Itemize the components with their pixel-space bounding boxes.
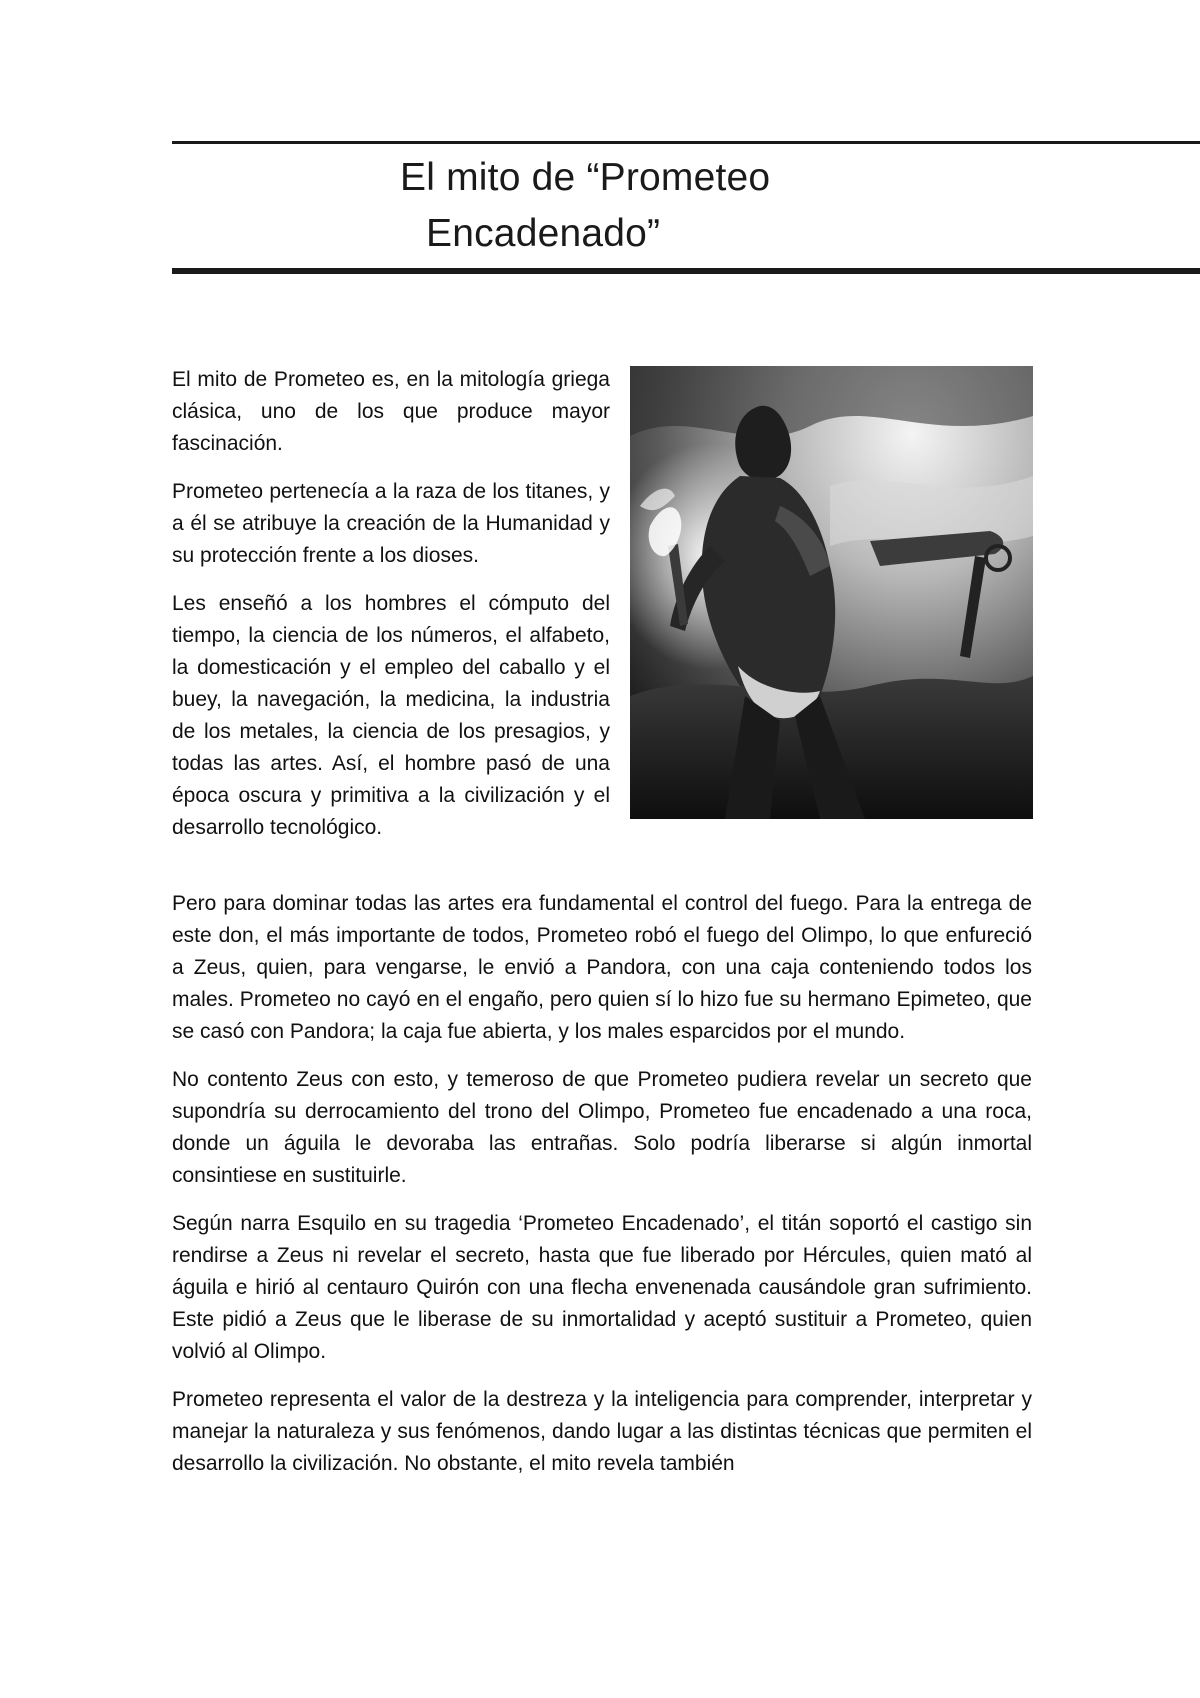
paragraph-intro: El mito de Prometeo es, en la mitología griega clásica, uno de los que produce mayor fascinación.	[172, 368, 610, 455]
paragraph-titans: Prometeo pertenecía a la raza de los titanes, y a él se atribuye la creación de la Humanidad y su protección frente a los dioses.	[172, 480, 610, 567]
intro-column	[172, 364, 610, 860]
main-body	[172, 888, 1032, 1496]
paragraph-teachings: Les enseñó a los hombres el cómputo del tiempo, la ciencia de los números, el alfabeto, la domesticación y el empleo del caballo y el buey, la navegación, la medicina, la industria de los metales, la ciencia de los presagios, y todas las artes. Así, el hombre pasó de una época oscura y primitiva a la civilización y el desarrollo tecnológico.	[172, 592, 610, 839]
page-title	[400, 150, 770, 262]
paragraph-meaning: Prometeo representa el valor de la destreza y la inteligencia para comprender, interpretar y manejar la naturaleza y sus fenómenos, dando lugar a las distintas técnicas que permiten el desarrollo la civilización. No obstante, el mito revela también	[172, 1388, 1032, 1475]
paragraph-esquilo: Según narra Esquilo en su tragedia ‘Prometeo Encadenado’, el titán soportó el castigo sin rendirse a Zeus ni revelar el secreto, hasta que fue liberado por Hércules, quien mató al águila e hirió al centauro Quirón con una flecha envenenada causándole gran sufrimiento. Este pidió a Zeus que le liberase de su inmortalidad y aceptó sustituir a Prometeo, quien volvió al Olimpo.	[172, 1212, 1032, 1363]
paragraph-fire: Pero para dominar todas las artes era fundamental el control del fuego. Para la entrega de este don, el más importante de todos, Prometeo robó el fuego del Olimpo, lo que enfureció a Zeus, quien, para vengarse, le envió a Pandora, con una caja conteniendo todos los males. Prometeo no cayó en el engaño, pero quien sí lo hizo fue su hermano Epimeteo, que se casó con Pandora; la caja fue abierta, y los males esparcidos por el mundo.	[172, 892, 1032, 1043]
title-line-1: El mito de “Prometeo	[400, 156, 771, 199]
title-rule-bottom	[172, 268, 1200, 274]
title-rule-top	[172, 141, 1200, 144]
prometheus-illustration	[630, 366, 1033, 819]
paragraph-punishment: No contento Zeus con esto, y temeroso de que Prometeo pudiera revelar un secreto que supondría su derrocamiento del trono del Olimpo, Prometeo fue encadenado a una roca, donde un águila le devoraba las entrañas. Solo podría liberarse si algún inmortal consintiese en sustituirle.	[172, 1068, 1032, 1187]
title-line-2: Encadenado”	[426, 212, 661, 255]
